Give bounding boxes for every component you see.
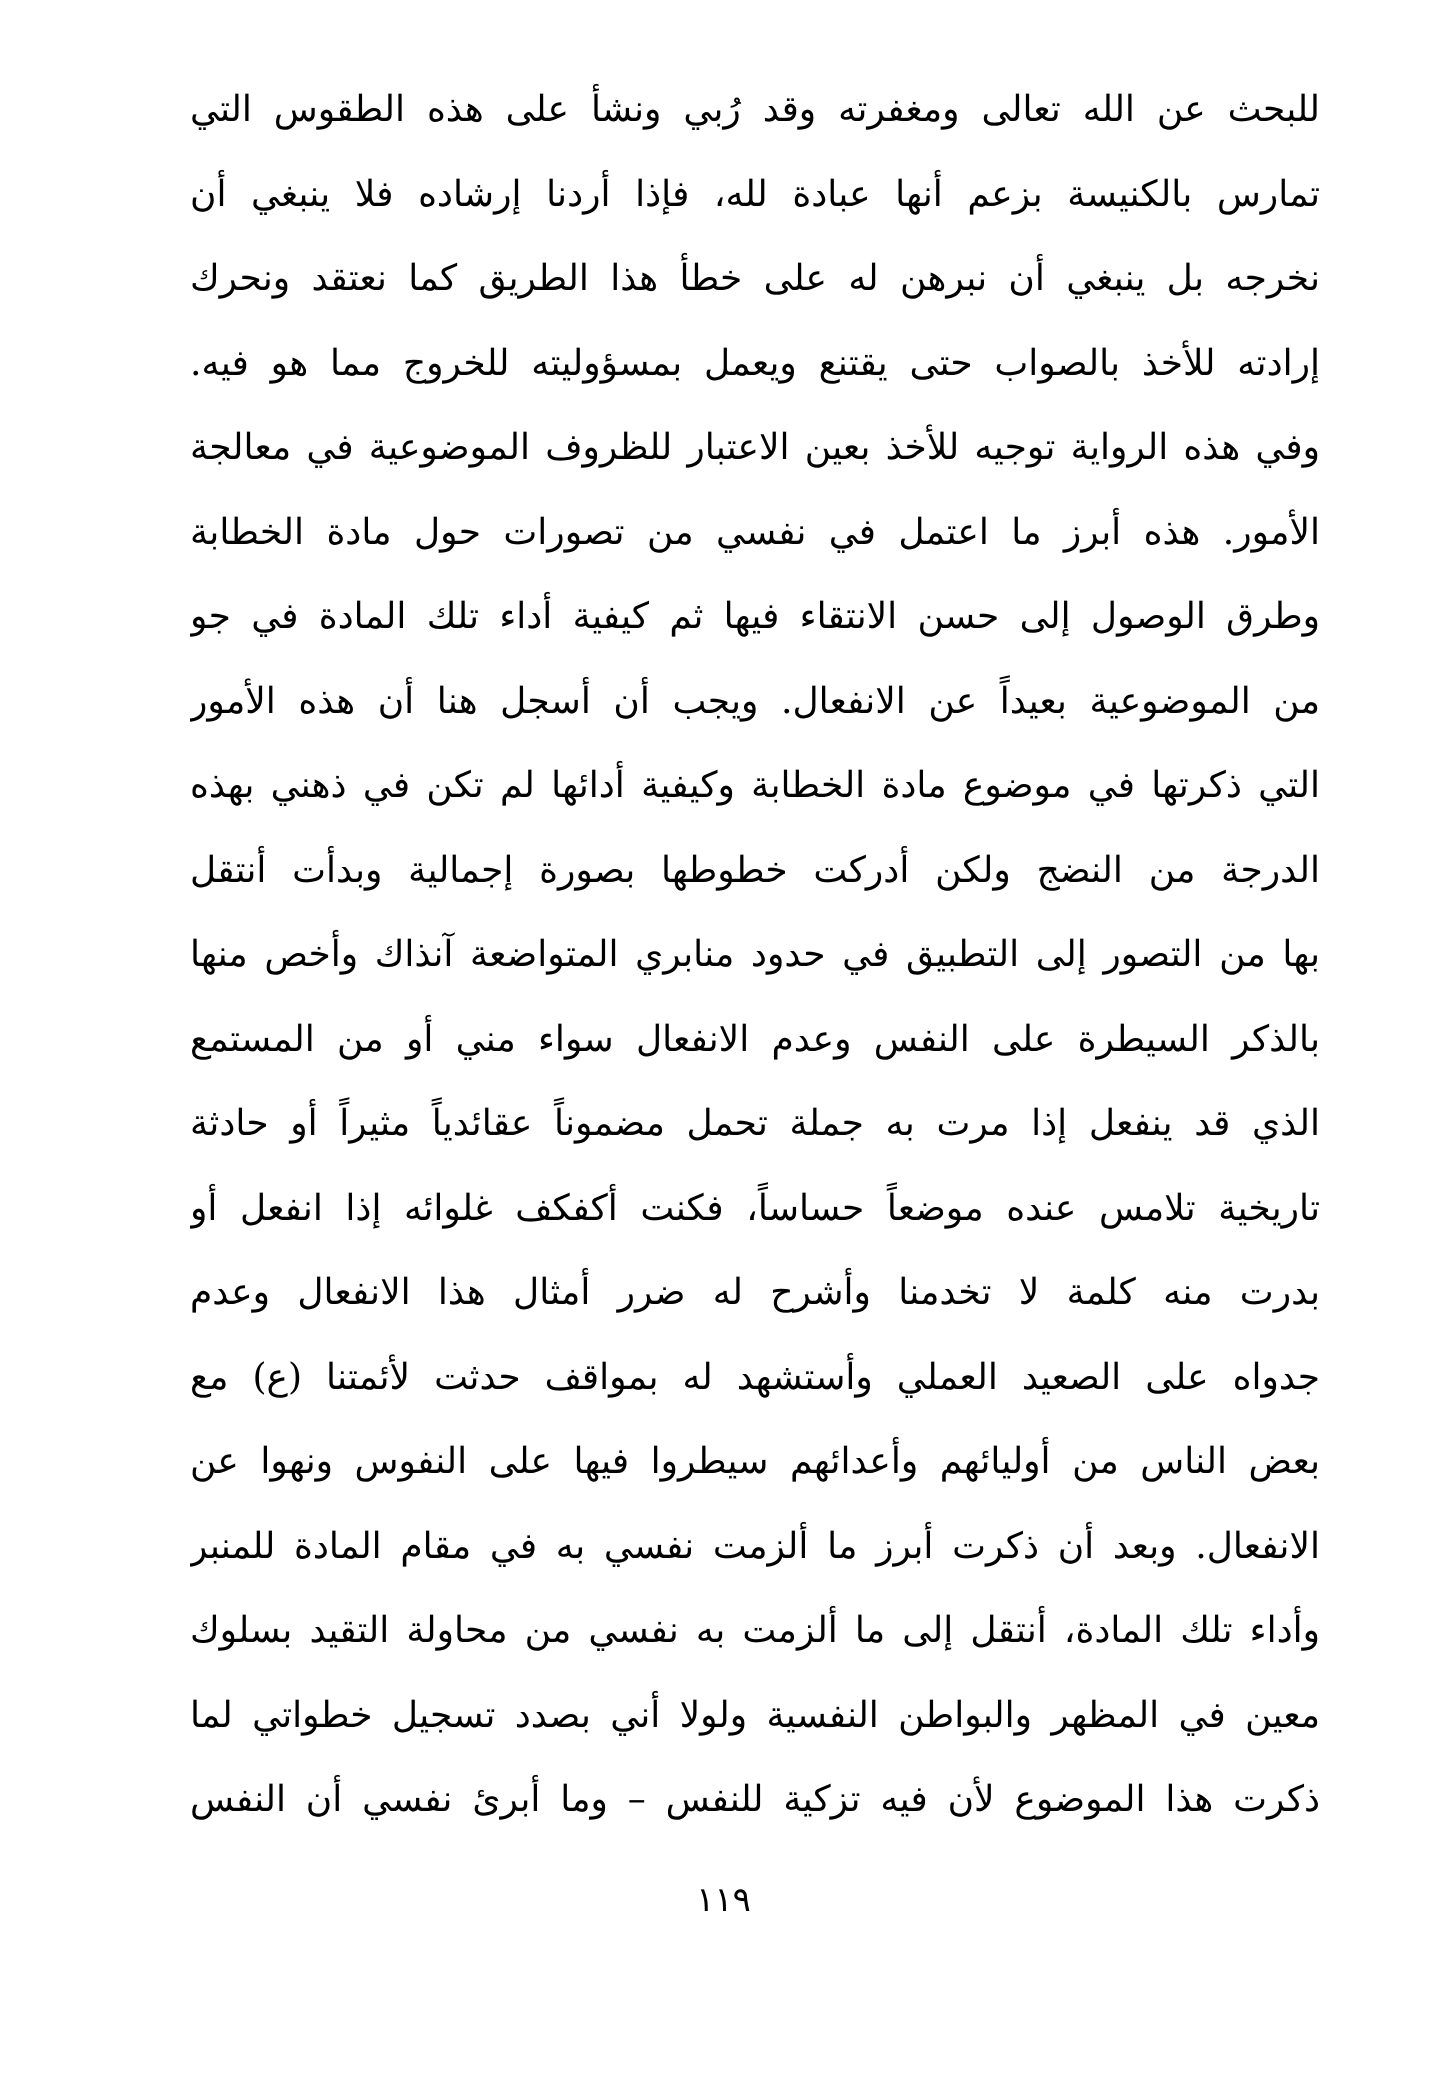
text-line: الانفعال. وبعد أن ذكرت أبرز ما ألزمت نفسي به في مقام المادة للمنبر: [190, 1525, 1320, 1567]
text-line: الدرجة من النضج ولكن أدركت خطوطها بصورة إجمالية وبدأت أنتقل: [190, 849, 1320, 891]
text-line: بالذكر السيطرة على النفس وعدم الانفعال سواء مني أو من المستمع: [190, 1018, 1320, 1060]
text-line: من الموضوعية بعيداً عن الانفعال. ويجب أن أسجل هنا أن هذه الأمور: [190, 680, 1320, 722]
text-line: تاريخية تلامس عنده موضعاً حساساً، فكنت أكفكف غلوائه إذا انفعل أو: [190, 1187, 1320, 1229]
text-line: ذكرت هذا الموضوع لأن فيه تزكية للنفس – وما أبرئ نفسي أن النفس: [190, 1779, 1320, 1820]
text-line: للبحث عن الله تعالى ومغفرته وقد رُبي ونشأ على هذه الطقوس التي: [190, 89, 1320, 130]
text-line: الأمور. هذه أبرز ما اعتمل في نفسي من تصورات حول مادة الخطابة: [190, 511, 1320, 553]
page-number: ١١٩: [696, 1880, 751, 1920]
body-text: [190, 68, 1320, 1843]
text-line: وفي هذه الرواية توجيه للأخذ بعين الاعتبار للظروف الموضوعية في معالجة: [190, 427, 1320, 468]
text-line: بها من التصور إلى التطبيق في حدود منابري المتواضعة آنذاك وأخص منها: [190, 934, 1320, 975]
text-line: بدرت منه كلمة لا تخدمنا وأشرح له ضرر أمثال هذا الانفعال وعدم: [190, 1272, 1320, 1313]
text-line: وطرق الوصول إلى حسن الانتقاء فيها ثم كيفية أداء تلك المادة في جو: [190, 596, 1320, 637]
text-line: تمارس بالكنيسة بزعم أنها عبادة لله، فإذا أردنا إرشاده فلا ينبغي أن: [190, 173, 1320, 215]
text-line: وأداء تلك المادة، أنتقل إلى ما ألزمت به نفسي من محاولة التقيد بسلوك: [190, 1610, 1320, 1651]
text-line: الذي قد ينفعل إذا مرت به جملة تحمل مضموناً عقائدياً مثيراً أو حادثة: [190, 1103, 1320, 1144]
text-line: معين في المظهر والبواطن النفسية ولولا أني بصدد تسجيل خطواتي لما: [190, 1694, 1320, 1736]
text-line: بعض الناس من أوليائهم وأعدائهم سيطروا فيها على النفوس ونهوا عن: [190, 1441, 1320, 1482]
text-line: التي ذكرتها في موضوع مادة الخطابة وكيفية أدائها لم تكن في ذهني بهذه: [190, 765, 1320, 806]
text-line: إرادته للأخذ بالصواب حتى يقتنع ويعمل بمسؤوليته للخروج مما هو فيه.: [190, 342, 1320, 384]
text-line: جدواه على الصعيد العملي وأستشهد له بمواقف حدثت لأئمتنا (ع) مع: [190, 1356, 1320, 1398]
text-line: نخرجه بل ينبغي أن نبرهن له على خطأ هذا الطريق كما نعتقد ونحرك: [190, 258, 1320, 299]
